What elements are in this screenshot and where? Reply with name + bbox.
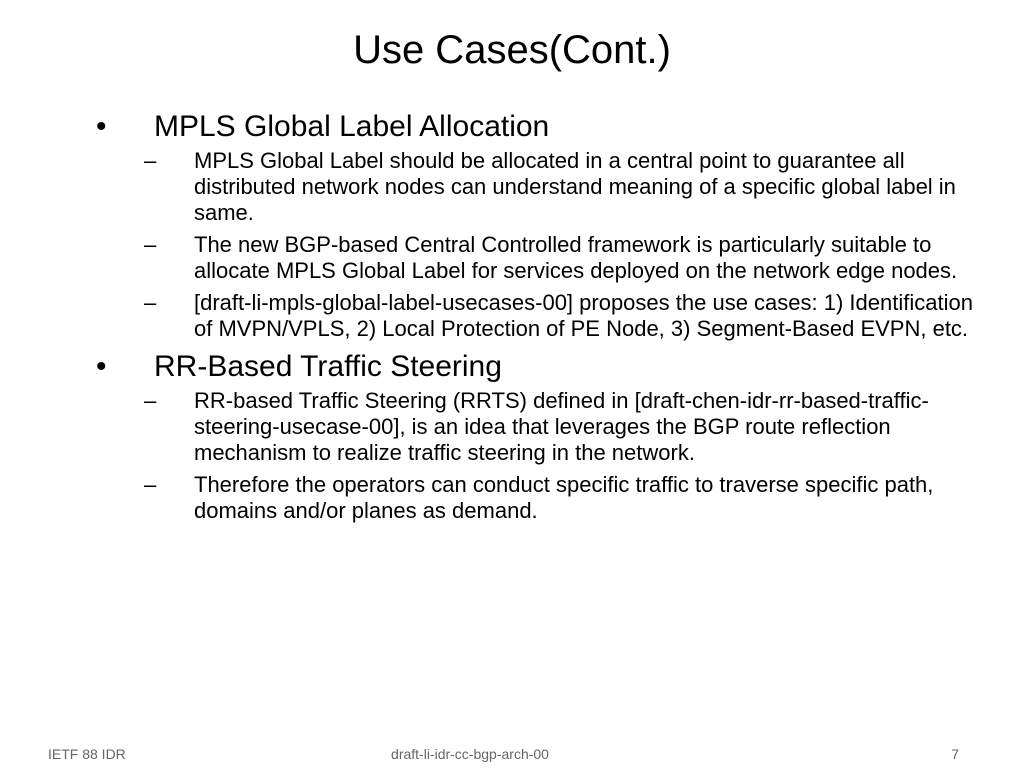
sub-marker: – [144,388,157,413]
bullet-text: MPLS Global Label Allocation [154,110,550,143]
sub-marker: – [144,148,157,173]
footer-left-text: IETF 88 IDR [48,746,126,762]
sub-list [96,388,996,524]
bullet-text: RR-Based Traffic Steering [154,350,502,383]
sub-marker: – [144,290,157,315]
sub-text: [draft-li-mpls-global-label-usecases-00] proposes the use cases: 1) Identification of MVPN/VPLS, 2) Local Protection of PE Node, 3) Segment-Based EVPN, etc. [194,290,973,341]
bullet-item [96,108,996,146]
sub-text: RR-based Traffic Steering (RRTS) defined in [draft-chen-idr-rr-based-traffic-steering-usecase-00], is an idea that leverages the BGP route reflection mechanism to realize traffic steering in the network. [194,388,929,465]
bullet-marker: • [96,350,107,383]
sub-item [96,290,996,342]
slide-content [96,104,996,530]
sub-text: The new BGP-based Central Controlled framework is particularly suitable to allocate MPLS Global Label for services deployed on the network edge nodes. [194,232,958,283]
bullet-item [96,348,996,386]
sub-item [96,388,996,466]
bullet-marker: • [96,110,107,143]
sub-list [96,148,996,342]
sub-text: Therefore the operators can conduct specific traffic to traverse specific path, domains and/or planes as demand. [194,472,934,523]
sub-item [96,148,996,226]
sub-text: MPLS Global Label should be allocated in a central point to guarantee all distributed network nodes can understand meaning of a specific global label in same. [194,148,956,225]
slide-title: Use Cases(Cont.) [353,28,671,72]
sub-item [96,472,996,524]
sub-marker: – [144,472,157,497]
sub-marker: – [144,232,157,257]
sub-item [96,232,996,284]
page-number: 7 [951,746,959,762]
footer-center-text: draft-li-idr-cc-bgp-arch-00 [391,746,549,762]
